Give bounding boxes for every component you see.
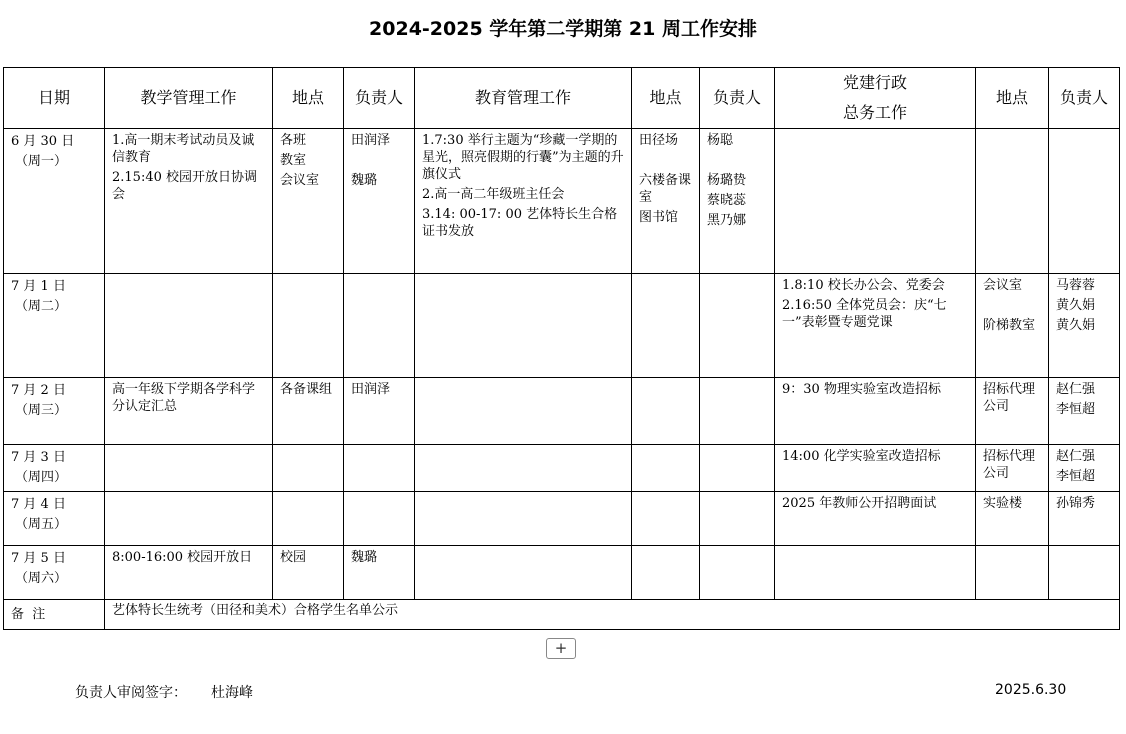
education-cell <box>415 546 632 600</box>
teaching-person-cell <box>344 378 415 445</box>
cell-line: 会议室 <box>983 278 1023 293</box>
admin-person-cell <box>1049 274 1120 378</box>
education-cell <box>415 129 632 274</box>
sign-date: 2025.6.30 <box>995 682 1067 698</box>
cell-line: 各备课组 <box>280 382 333 397</box>
cell-line: 2.高一高二年级班主任会 <box>422 187 565 202</box>
teaching-place-cell <box>273 445 344 492</box>
signature-line <box>75 682 253 702</box>
date-text: 7 月 1 日 <box>11 279 66 294</box>
cell-line: 图书馆 <box>639 210 679 225</box>
admin-cell <box>775 492 976 546</box>
admin-cell <box>775 546 976 600</box>
teaching-cell <box>105 274 273 378</box>
cell-line: 2025 年教师公开招聘面试 <box>782 496 937 511</box>
date-text: 7 月 2 日 <box>11 383 66 398</box>
cell-line: 1.7:30 举行主题为“珍藏一学期的星光，照亮假期的行囊”为主题的升旗仪式 <box>422 133 624 182</box>
header-place: 地点 <box>273 68 344 129</box>
signature-label: 负责人审阅签字： <box>75 685 187 701</box>
schedule-table <box>3 67 1120 630</box>
cell-line: 1.高一期末考试动员及诚信教育 <box>112 133 255 165</box>
weekday-text: （周一） <box>15 154 68 169</box>
table-row <box>4 546 1120 600</box>
cell-line: 黄久娟 <box>1056 298 1096 313</box>
date-cell <box>4 546 105 600</box>
weekday-text: （周五） <box>15 517 68 532</box>
table-row <box>4 129 1120 274</box>
date-cell <box>4 445 105 492</box>
header-admin <box>775 68 976 129</box>
teaching-cell <box>105 492 273 546</box>
cell-line: 魏璐 <box>351 550 378 565</box>
date-text: 7 月 4 日 <box>11 497 66 512</box>
teaching-cell <box>105 129 273 274</box>
education-place-cell <box>632 445 700 492</box>
teaching-person-cell <box>344 274 415 378</box>
cell-line <box>351 152 408 169</box>
admin-cell <box>775 378 976 445</box>
header-row <box>4 68 1120 129</box>
note-row <box>4 600 1120 630</box>
teaching-place-cell <box>273 492 344 546</box>
admin-place-cell <box>976 274 1049 378</box>
header-teaching: 教学管理工作 <box>105 68 273 129</box>
cell-line: 8:00-16:00 校园开放日 <box>112 550 253 565</box>
teaching-place-cell <box>273 546 344 600</box>
header-education: 教育管理工作 <box>415 68 632 129</box>
cell-line: 李恒超 <box>1056 402 1096 417</box>
admin-place-cell <box>976 492 1049 546</box>
header-place: 地点 <box>632 68 700 129</box>
cell-line: 黑乃娜 <box>707 213 747 228</box>
cell-line: 9：30 物理实验室改造招标 <box>782 382 941 397</box>
education-person-cell <box>700 129 775 274</box>
teaching-place-cell <box>273 378 344 445</box>
date-text: 6 月 30 日 <box>11 134 75 149</box>
cell-line: 校园 <box>280 550 307 565</box>
cell-line <box>639 152 693 169</box>
cell-line: 田径场 <box>639 133 679 148</box>
admin-place-cell <box>976 378 1049 445</box>
header-place: 地点 <box>976 68 1049 129</box>
education-place-cell <box>632 546 700 600</box>
education-person-cell <box>700 492 775 546</box>
education-place-cell <box>632 274 700 378</box>
date-cell <box>4 492 105 546</box>
education-cell <box>415 378 632 445</box>
cell-line: 杨璐贽 <box>707 173 747 188</box>
teaching-person-cell <box>344 129 415 274</box>
teaching-cell <box>105 445 273 492</box>
cell-line: 招标代理公司 <box>983 449 1036 481</box>
add-row-button[interactable]: + <box>546 638 576 659</box>
date-text: 7 月 5 日 <box>11 551 66 566</box>
document-title: 2024-2025 学年第二学期第 21 周工作安排 <box>369 18 757 40</box>
cell-line: 高一年级下学期各学科学分认定汇总 <box>112 382 256 414</box>
cell-line: 阶梯教室 <box>983 318 1036 333</box>
cell-line: 魏璐 <box>351 173 378 188</box>
education-cell <box>415 445 632 492</box>
table-row <box>4 378 1120 445</box>
admin-person-cell <box>1049 129 1120 274</box>
cell-line: 各班 <box>280 133 307 148</box>
cell-line: 14:00 化学实验室改造招标 <box>782 449 941 464</box>
cell-line: 赵仁强 <box>1056 382 1096 397</box>
teaching-cell <box>105 546 273 600</box>
education-person-cell <box>700 546 775 600</box>
weekday-text: （周六） <box>15 571 68 586</box>
teaching-place-cell <box>273 129 344 274</box>
cell-line: 赵仁强 <box>1056 449 1096 464</box>
teaching-person-cell <box>344 445 415 492</box>
education-cell <box>415 274 632 378</box>
cell-line: 1.8:10 校长办公会、党委会 <box>782 278 945 293</box>
cell-line: 实验楼 <box>983 496 1023 511</box>
admin-cell <box>775 445 976 492</box>
teaching-person-cell <box>344 492 415 546</box>
admin-place-cell <box>976 445 1049 492</box>
weekday-text: （周三） <box>15 403 68 418</box>
cell-line: 招标代理公司 <box>983 382 1036 414</box>
header-date: 日期 <box>4 68 105 129</box>
teaching-cell <box>105 378 273 445</box>
weekday-text: （周二） <box>15 299 68 314</box>
admin-person-cell <box>1049 378 1120 445</box>
weekday-text: （周四） <box>15 470 68 485</box>
table-row <box>4 274 1120 378</box>
note-text: 艺体特长生统考（田径和美术）合格学生名单公示 <box>105 600 1120 630</box>
education-person-cell <box>700 445 775 492</box>
education-place-cell <box>632 492 700 546</box>
cell-line: 3.14: 00-17: 00 艺体特长生合格证书发放 <box>422 207 618 239</box>
cell-line: 孙锦秀 <box>1056 496 1096 511</box>
cell-line: 六楼备课室 <box>639 173 692 205</box>
admin-place-cell <box>976 546 1049 600</box>
education-cell <box>415 492 632 546</box>
note-label: 备 注 <box>4 600 105 630</box>
cell-line: 黄久娟 <box>1056 318 1096 333</box>
education-person-cell <box>700 378 775 445</box>
cell-line: 会议室 <box>280 173 320 188</box>
header-admin-line2: 总务工作 <box>842 103 907 122</box>
cell-line: 教室 <box>280 153 307 168</box>
teaching-place-cell <box>273 274 344 378</box>
education-place-cell <box>632 129 700 274</box>
cell-line: 蔡晓蕊 <box>707 193 747 208</box>
table-row <box>4 492 1120 546</box>
header-person: 负责人 <box>344 68 415 129</box>
admin-person-cell <box>1049 546 1120 600</box>
table-row <box>4 445 1120 492</box>
education-person-cell <box>700 274 775 378</box>
cell-line: 2.15:40 校园开放日协调会 <box>112 170 257 202</box>
admin-cell <box>775 129 976 274</box>
date-cell <box>4 378 105 445</box>
admin-cell <box>775 274 976 378</box>
date-text: 7 月 3 日 <box>11 450 66 465</box>
header-person: 负责人 <box>700 68 775 129</box>
teaching-person-cell <box>344 546 415 600</box>
cell-line: 田润泽 <box>351 382 391 397</box>
header-admin-line1: 党建行政 <box>842 73 907 92</box>
cell-line: 杨聪 <box>707 133 734 148</box>
date-cell <box>4 129 105 274</box>
cell-line: 田润泽 <box>351 133 391 148</box>
education-place-cell <box>632 378 700 445</box>
admin-person-cell <box>1049 445 1120 492</box>
signature-name: 杜海峰 <box>211 685 253 701</box>
date-cell <box>4 274 105 378</box>
cell-line <box>707 152 768 169</box>
cell-line <box>983 297 1042 314</box>
cell-line: 2.16:50 全体党员会：庆“七一”表彰暨专题党课 <box>782 298 947 330</box>
header-person: 负责人 <box>1049 68 1120 129</box>
admin-place-cell <box>976 129 1049 274</box>
cell-line: 马蓉蓉 <box>1056 278 1096 293</box>
admin-person-cell <box>1049 492 1120 546</box>
cell-line: 李恒超 <box>1056 469 1096 484</box>
